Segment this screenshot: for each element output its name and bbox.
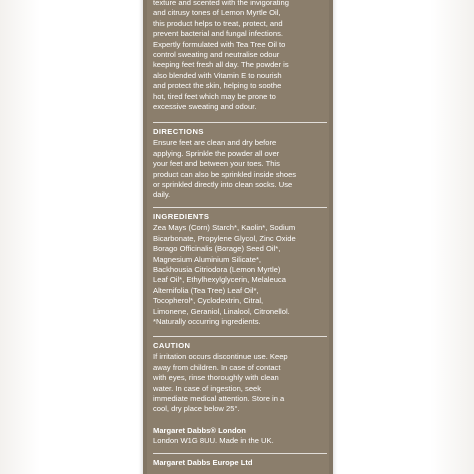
divider-ingredients	[153, 207, 327, 208]
intro-section	[153, 0, 327, 112]
company-europe-name: Margaret Dabbs Europe Ltd	[153, 458, 253, 467]
caution-text: If irritation occurs discontinue use. Keep away from children. In case of contact with eyes, rinse thoroughly with clean water. In case of ingestion, seek immediate medical attention. Store in a cool, dry place below 25°.	[153, 352, 288, 414]
divider-europe	[153, 453, 327, 454]
caution-section	[153, 341, 327, 415]
company-europe-block	[153, 458, 327, 468]
ingredients-section	[153, 212, 327, 327]
panel-right-shade	[329, 0, 333, 474]
company-london-block	[153, 426, 327, 447]
ingredients-heading: INGREDIENTS	[153, 212, 210, 221]
company-london-address: London W1G 8UU. Made in the UK.	[153, 436, 274, 446]
panel-left-shade	[143, 0, 147, 474]
divider-directions	[153, 122, 327, 123]
directions-text: Ensure feet are clean and dry before applying. Sprinkle the powder all over your feet and between your toes. This product can also be sprinkled inside shoes or sprinkled directly into clean socks. Use daily.	[153, 138, 297, 200]
ingredients-text: Zea Mays (Corn) Starch*, Kaolin*, Sodium Bicarbonate, Propylene Glycol, Zinc Oxide Borago Officinalis (Borage) Seed Oil*, Magnesium Aluminium Silicate*, Backhousia Citriodora (Lemon Myrtle) Leaf Oil*, Ethylhexylglycerin, Melaleuca Alternifolia (Tea Tree) Leaf Oil*, Tocopherol*, Cyclodextrin, Citral, Limonene, Geraniol, Linalool, Citronellol. *Naturally occurring ingredients.	[153, 223, 296, 327]
caution-heading: CAUTION	[153, 341, 191, 350]
directions-section	[153, 127, 327, 201]
divider-caution	[153, 336, 327, 337]
packaging-panel	[143, 0, 333, 474]
company-london-name: Margaret Dabbs® London	[153, 426, 246, 435]
intro-text: texture and scented with the invigorating and citrusy tones of Lemon Myrtle Oil, this product helps to treat, protect, and prevent bacterial and fungal infections. Expertly formulated with Tea Tree Oil to control sweating and neutralise odour keeping feet fresh all day. The powder is also blended with Vitamin E to nourish and protect the skin, helping to soothe hot, tired feet which may be prone to excessive sweating and odour.	[153, 0, 289, 112]
directions-heading: DIRECTIONS	[153, 127, 204, 136]
